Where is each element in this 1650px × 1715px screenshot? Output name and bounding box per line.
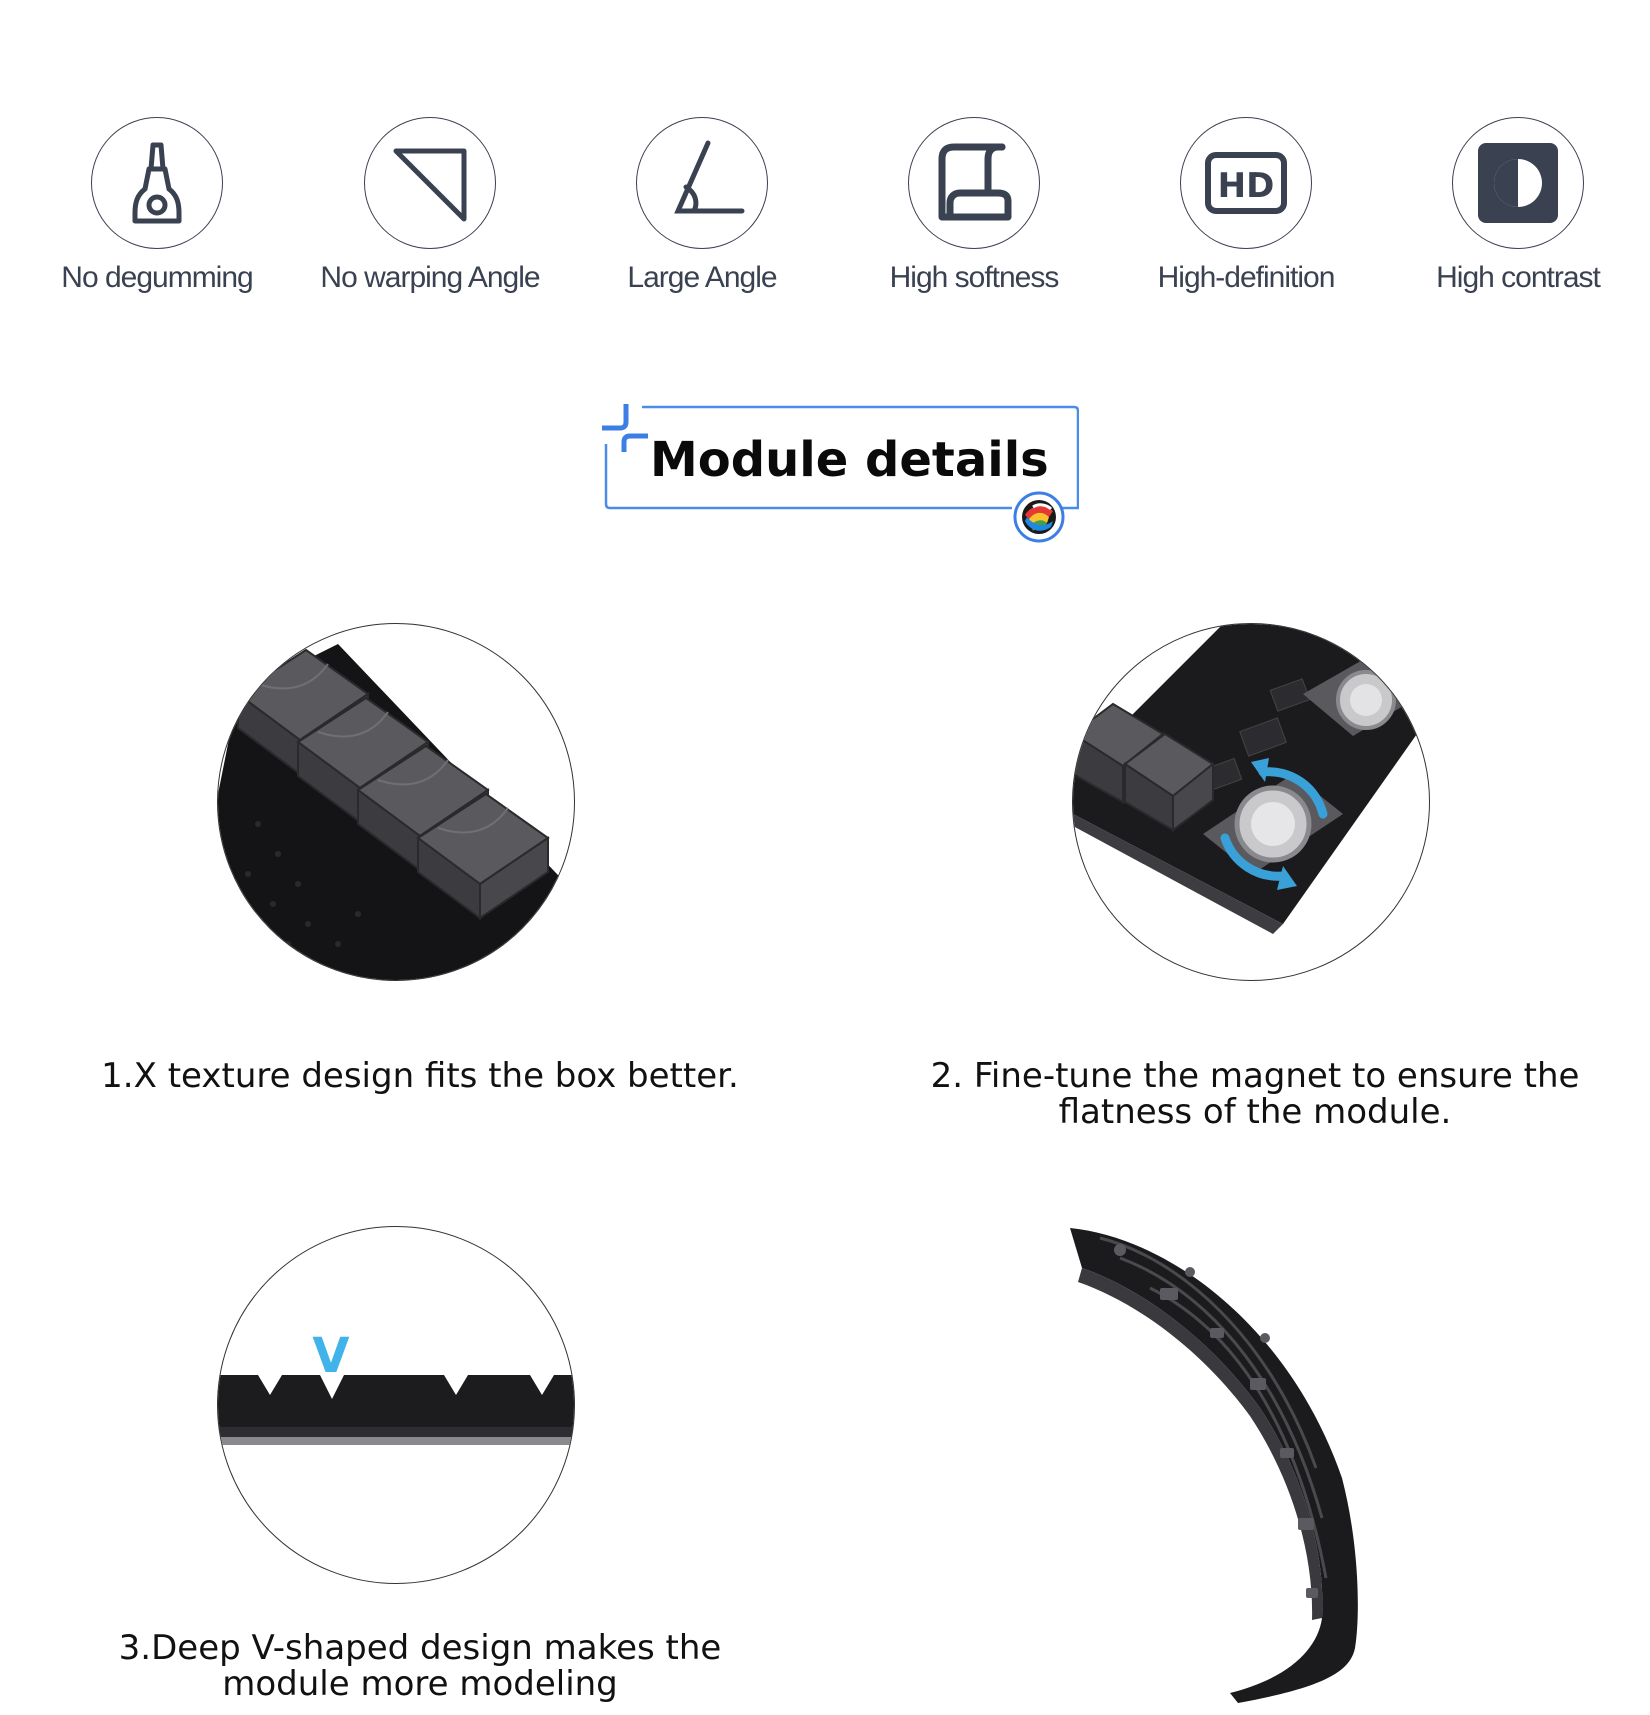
feature-label: High softness [889, 261, 1059, 294]
scroll-icon [908, 117, 1040, 249]
section-title: Module details [650, 432, 1049, 488]
rgb-logo-icon [1013, 491, 1065, 543]
detail-caption-line: 3.Deep V-shaped design makes the [118, 1628, 722, 1668]
feature-label: No degumming [61, 261, 253, 294]
detail-caption-3 [60, 1630, 780, 1702]
feature-no-warping-angle [295, 117, 565, 295]
feature-label: High contrast [1436, 261, 1600, 294]
detail-magnet-image [1072, 623, 1430, 981]
contrast-icon [1452, 117, 1584, 249]
feature-high-contrast [1383, 117, 1650, 295]
detail-caption-2 [895, 1058, 1615, 1130]
v-mark: V [312, 1328, 350, 1384]
right-triangle-icon [364, 117, 496, 249]
angle-icon [636, 117, 768, 249]
svg-text:HD: HD [1217, 166, 1275, 206]
feature-label: No warping Angle [320, 261, 540, 294]
feature-large-angle [567, 117, 837, 295]
feature-label: High-definition [1157, 261, 1335, 294]
detail-v-groove-image [217, 1226, 575, 1584]
detail-caption-line: 1.X texture design fits the box better. [101, 1056, 739, 1096]
detail-x-texture-image [217, 623, 575, 981]
feature-high-definition [1111, 117, 1381, 295]
section-title-box [602, 404, 1079, 517]
detail-caption-line: module more modeling [222, 1664, 618, 1704]
detail-caption-line: flatness of the module. [1058, 1092, 1452, 1132]
feature-high-softness [839, 117, 1109, 295]
flexible-module-image [1060, 1218, 1420, 1708]
feature-label: Large Angle [627, 261, 777, 294]
detail-caption-1 [60, 1058, 780, 1094]
feature-no-degumming [22, 117, 292, 295]
glue-bottle-icon [91, 117, 223, 249]
detail-caption-line: 2. Fine-tune the magnet to ensure the [930, 1056, 1580, 1096]
hd-icon [1180, 117, 1312, 249]
